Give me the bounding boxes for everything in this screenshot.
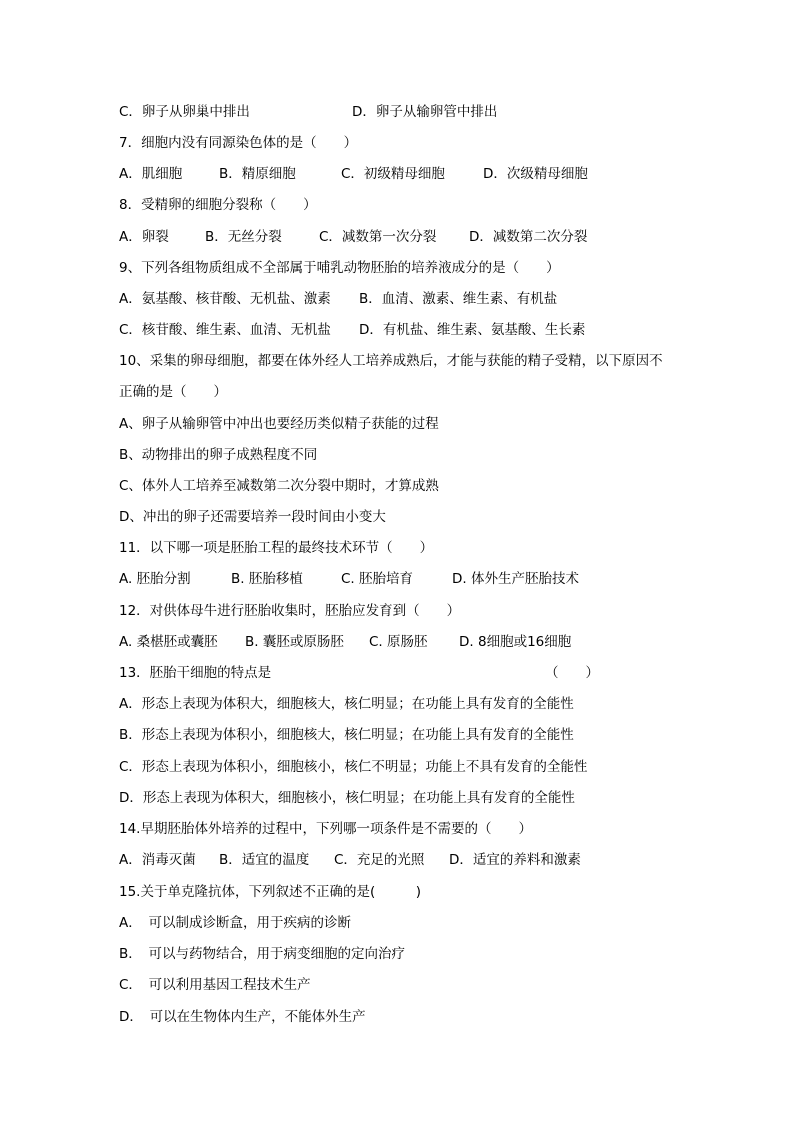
option-c: C． 可以利用基因工程技术生产 (119, 977, 311, 993)
option-b: B．精原细胞 (219, 166, 296, 182)
question-13-option-a (119, 695, 574, 713)
question-11-text: 11．以下哪一项是胚胎工程的最终技术环节（ ） (119, 540, 434, 556)
question-10-option-a (119, 415, 439, 433)
option-a: A．肌细胞 (119, 166, 183, 182)
option-c: C．初级精母细胞 (341, 166, 445, 182)
question-8-options (119, 228, 588, 246)
option-b: B．无丝分裂 (205, 229, 282, 245)
option-a: A. 胚胎分割 (119, 571, 191, 587)
question-9 (119, 259, 560, 277)
option-c: C. 原肠胚 (369, 634, 428, 650)
option-d: D．有机盐、维生素、氨基酸、生长素 (359, 322, 586, 338)
option-d: D． 可以在生物体内生产，不能体外生产 (119, 1009, 366, 1025)
question-15-option-c (119, 976, 311, 994)
question-10-option-c (119, 477, 439, 495)
option-d: D．减数第二次分裂 (469, 229, 588, 245)
option-b: B．血清、激素、维生素、有机盐 (359, 291, 558, 307)
option-d: D．卵子从输卵管中排出 (352, 104, 498, 120)
question-11-options (119, 570, 579, 588)
question-12-text: 12．对供体母牛进行胚胎收集时，胚胎应发育到（ ） (119, 603, 461, 619)
option-c: C．卵子从卵巢中排出 (119, 104, 250, 120)
question-14-text: 14.早期胚胎体外培养的过程中，下列哪一项条件是不需要的（ ） (119, 821, 532, 837)
question-15-text: 15.关于单克隆抗体，下列叙述不正确的是( ) (119, 884, 422, 900)
question-13-option-d (119, 789, 575, 807)
option-c: C. 胚胎培育 (341, 571, 414, 587)
question-13-option-b (119, 726, 574, 744)
question-11 (119, 539, 434, 557)
question-7 (119, 134, 358, 152)
question-10 (119, 352, 663, 370)
option-a: A．形态上表现为体积大，细胞核大，核仁明显；在功能上具有发育的全能性 (119, 696, 574, 712)
option-c: C．充足的光照 (334, 852, 425, 868)
question-10-text-cont: 正确的是（ ） (119, 384, 227, 400)
option-c: C．核苷酸、维生素、血清、无机盐 (119, 322, 331, 338)
question-13-text: 13．胚胎干细胞的特点是 (119, 665, 272, 681)
question-9-options-ab (119, 290, 558, 308)
option-a: A. 桑椹胚或囊胚 (119, 634, 218, 650)
question-9-options-cd (119, 321, 586, 339)
option-d: D. 8细胞或16细胞 (459, 634, 572, 650)
option-d: D．形态上表现为体积大，细胞核小，核仁明显；在功能上具有发育的全能性 (119, 790, 575, 806)
option-d: D、冲出的卵子还需要培养一段时间由小变大 (119, 509, 386, 525)
question-7-options (119, 165, 588, 183)
option-a: A． 可以制成诊断盒，用于疾病的诊断 (119, 915, 351, 931)
question-8 (119, 196, 317, 214)
option-d: D. 体外生产胚胎技术 (452, 571, 579, 587)
question-12-options (119, 633, 572, 651)
option-a: A、卵子从输卵管中冲出也要经历类似精子获能的过程 (119, 416, 439, 432)
question-10-cont (119, 383, 227, 401)
option-line-6cd (119, 103, 498, 121)
question-9-text: 9、下列各组物质组成不全部属于哺乳动物胚胎的培养液成分的是（ ） (119, 260, 560, 276)
option-c: C．减数第一次分裂 (319, 229, 437, 245)
question-13-option-c (119, 758, 588, 776)
question-13 (119, 664, 599, 682)
question-12 (119, 602, 461, 620)
answer-parentheses: （ ） (545, 665, 599, 681)
option-a: A．卵裂 (119, 229, 169, 245)
question-15-option-d (119, 1008, 366, 1026)
question-10-option-b (119, 446, 318, 464)
option-b: B. 胚胎移植 (231, 571, 303, 587)
question-15 (119, 883, 422, 901)
question-8-text: 8．受精卵的细胞分裂称（ ） (119, 197, 317, 213)
option-a: A．氨基酸、核苷酸、无机盐、激素 (119, 291, 331, 307)
question-7-text: 7．细胞内没有同源染色体的是（ ） (119, 135, 358, 151)
option-d: D．适宜的养料和激素 (449, 852, 581, 868)
option-b: B．形态上表现为体积小，细胞核大，核仁明显；在功能上具有发育的全能性 (119, 727, 574, 743)
option-d: D．次级精母细胞 (483, 166, 588, 182)
option-a: A．消毒灭菌 (119, 852, 196, 868)
question-15-option-b (119, 945, 406, 963)
option-b: B． 可以与药物结合，用于病变细胞的定向治疗 (119, 946, 406, 962)
question-14-options (119, 851, 581, 869)
question-14 (119, 820, 532, 838)
option-b: B．适宜的温度 (219, 852, 310, 868)
question-10-text: 10、采集的卵母细胞，都要在体外经人工培养成熟后，才能与获能的精子受精，以下原因不 (119, 353, 663, 369)
option-c: C、体外人工培养至减数第二次分裂中期时，才算成熟 (119, 478, 439, 494)
option-c: C．形态上表现为体积小，细胞核小，核仁不明显；功能上不具有发育的全能性 (119, 759, 588, 775)
question-15-option-a (119, 914, 351, 932)
option-b: B. 囊胚或原肠胚 (245, 634, 344, 650)
question-10-option-d (119, 508, 386, 526)
option-b: B、动物排出的卵子成熟程度不同 (119, 447, 318, 463)
